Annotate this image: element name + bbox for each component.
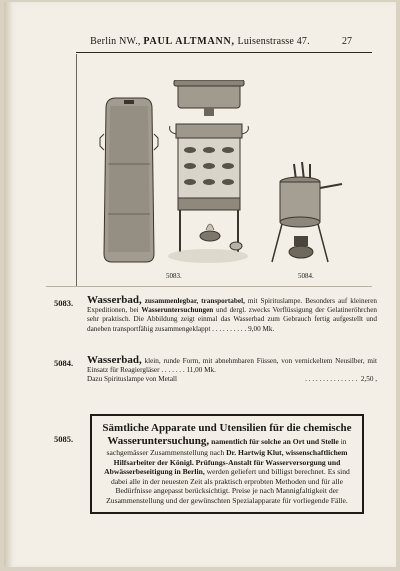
figure-label-5084: 5084. — [298, 272, 314, 280]
figure-divider — [46, 286, 372, 287]
header-city: Berlin NW., — [90, 36, 141, 47]
item-5084-lamp-text: Dazu Spirituslampe von Metall — [87, 375, 178, 384]
item-number-5083: 5083. — [54, 298, 74, 308]
item-5083-description: Wasserbad, zusammenlegbar, transportabel, mit Spirituslampe. Besonders auf kleineren Expeditionen, bei Wasseruntersuchungen und dergl. zwecks Verflüssigung der Gelatineröhrchen sehr praktisch. Die Abbildung zeigt einmal das Wasserbad zum Gebrauch fertig aufgestellt und daneben transportfähig zusammengeklappt . . . . . . . . . . 9,00 Mk. — [87, 294, 378, 333]
item-5084-price-1: 11,00 Mk. — [186, 366, 216, 375]
box-line-2a: in sachgemässer Zusammenstellung nach — [106, 437, 347, 457]
item-5083-text-cont: und dergl. zwecks Verflüssigung der Gelatineröhrchen sehr praktisch. Die Abbildung zeigt einmal das Wasserbad zum Gebrauch fertig aufgestellt und daneben transportfähig zusammengeklappt — [87, 306, 378, 333]
page-fold-shadow — [4, 2, 14, 567]
item-5084-description: Wasserbad, klein, runde Form, mit abnehmbaren Füssen, von vernickeltem Neusilber, mit Einsatz für Reagiergläser . . . . . . . 11,00 Mk. Dazu Spirituslampe von Metall . . . . . . . . . . . . . . . 2,50 , — [87, 354, 377, 384]
header-address: Luisenstrasse 47. — [237, 36, 310, 47]
page-header — [4, 36, 396, 47]
box-heading-rest: namentlich für solche an Ort und Stelle — [211, 437, 339, 446]
item-5083-bold-term: Wasseruntersuchungen — [141, 306, 214, 315]
page-number: 27 — [342, 36, 352, 47]
box-heading: Sämtliche Apparate und Utensilien für die chemische Wasseruntersuchung, — [102, 422, 352, 447]
item-5084-text: klein, runde Form, mit abnehmbaren Füssen, von vernickeltem Neusilber, mit Einsatz für Reagiergläser — [87, 357, 377, 375]
item-5084-lamp-line: Dazu Spirituslampe von Metall . . . . . . . . . . . . . . . 2,50 , — [87, 375, 377, 384]
figure-label-5083: 5083. — [166, 272, 182, 280]
box-line-3: werden geliefert und billigst berechnet. Es sind dabei alle in der neuesten Zeit als praktisch erprobten Methoden und für alle Bedürfnisse angepasst berücksichtigt. Preise je nach Mannigfaltigkeit der Zusammenstellung und der gewünschten Spezialapparate für vorliegende Fälle. — [106, 467, 350, 505]
header-company: PAUL ALTMANN, — [143, 36, 235, 47]
margin-rule — [76, 54, 77, 286]
item-5084-title: Wasserbad, — [87, 354, 142, 366]
water-bath-assembled-illustration — [164, 80, 254, 270]
item-number-5084: 5084. — [54, 358, 74, 368]
item-5083-title: Wasserbad, — [87, 294, 142, 306]
box-line-2b: Dr. Hartwig Klut, wissenschaftlichem Hilfsarbeiter der Königl. Prüfungs-Anstalt für Wasserversorgung und Abwässerbeseitigung in Berlin, — [104, 448, 348, 477]
item-5083-subtitle: zusammenlegbar, transportabel, — [144, 297, 245, 305]
header-rule — [76, 52, 372, 53]
item-number-5085: 5085. — [54, 434, 74, 444]
item-5083-price: 9,00 Mk. — [248, 324, 275, 333]
water-bath-folded-illustration — [96, 94, 162, 266]
offer-box-5085 — [90, 414, 364, 514]
item-5083-text: mit Spirituslampe. Besonders auf kleineren Expeditionen, bei — [87, 297, 378, 315]
small-water-bath-illustration — [266, 158, 348, 270]
catalog-page — [4, 2, 396, 567]
item-5084-price-2: 2,50 , — [360, 375, 377, 384]
